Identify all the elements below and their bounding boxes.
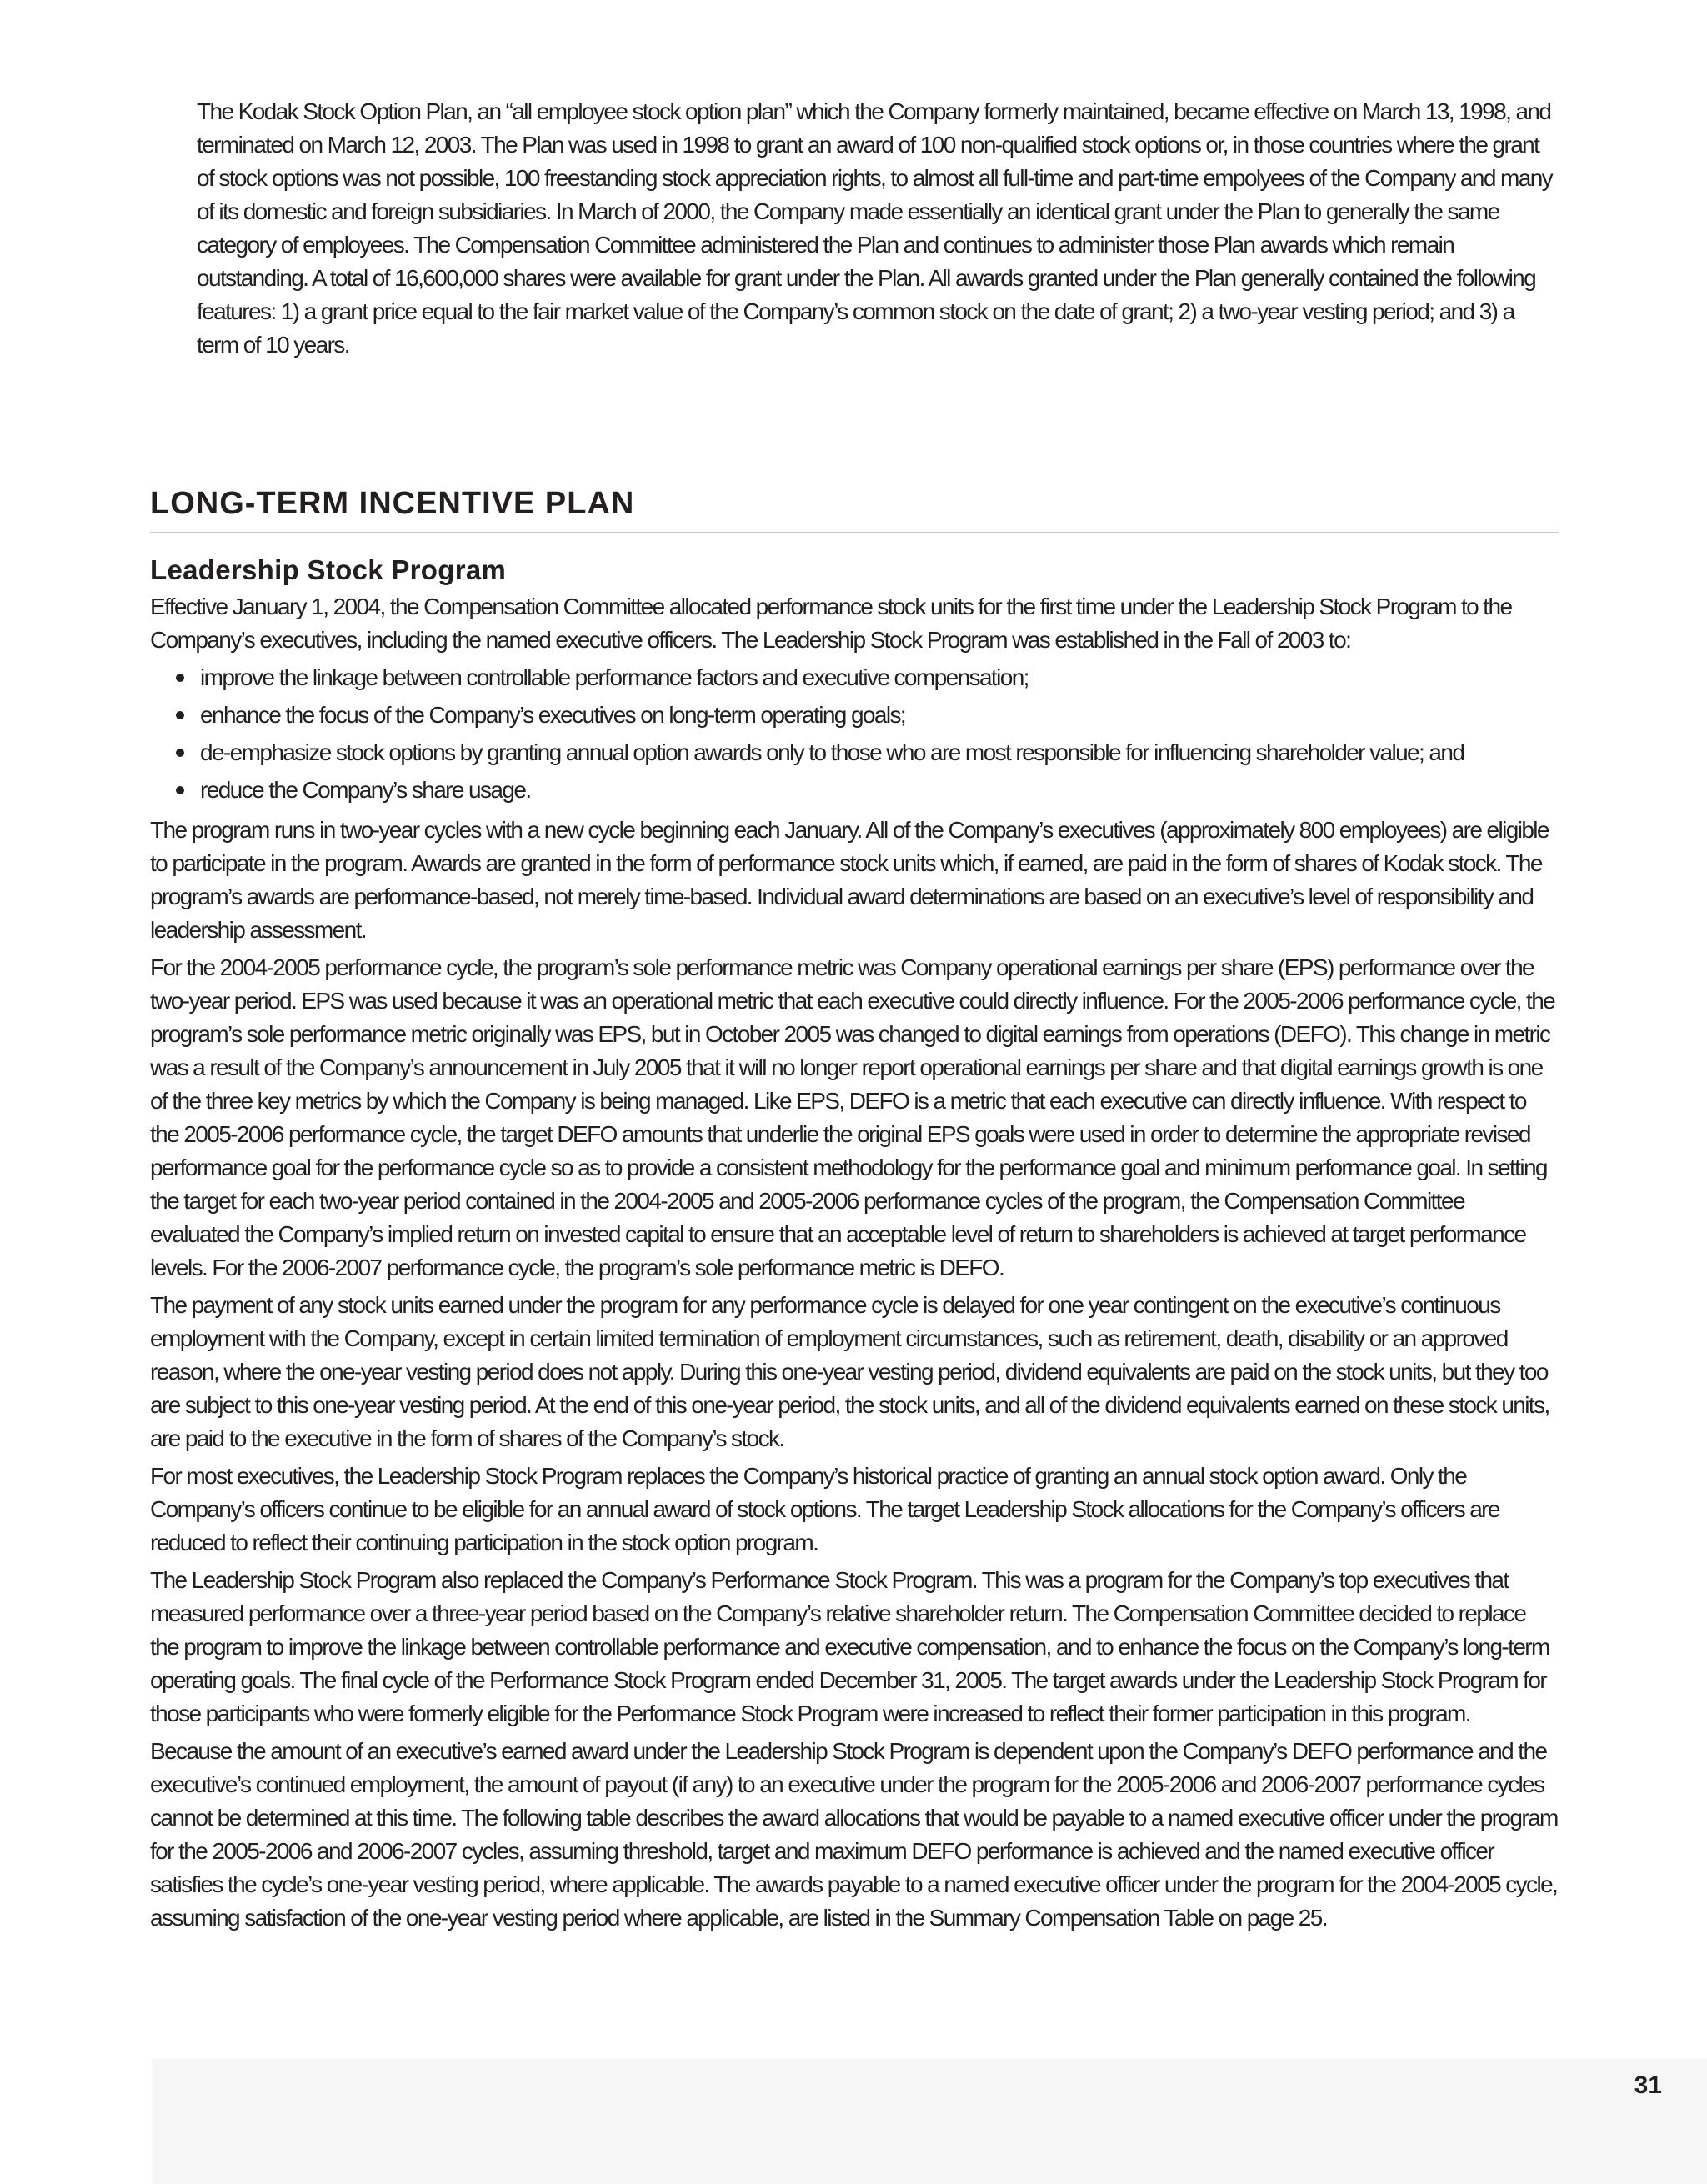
long-term-incentive-plan-section [150, 483, 1559, 1939]
paragraph-performance-metric: For the 2004-2005 performance cycle, the program’s sole performance metric was Company operational earnings per share (EPS) performance over the two-year period. EPS was used because it was an operational metric that each executive could directly influence. For the 2005-2006 performance cycle, the program’s sole performance metric originally was EPS, but in October 2005 was changed to digital earnings from operations (DEFO). This change in metric was a result of the Company’s announcement in July 2005 that it will no longer report operational earnings per share and that digital earnings growth is one of the three key metrics by which the Company is being managed. Like EPS, DEFO is a metric that each executive can directly influence. With respect to the 2005-2006 performance cycle, the target DEFO amounts that underlie the original EPS goals were used in order to determine the appropriate revised performance goal for the performance cycle so as to provide a consistent methodology for the performance goal and minimum performance goal. In setting the target for each two-year period contained in the 2004-2005 and 2005-2006 performance cycles of the program, the Compensation Committee evaluated the Company’s implied return on invested capital to ensure that an acceptable level of return to shareholders is achieved at target performance levels. For the 2006-2007 performance cycle, the program’s sole performance metric is DEFO. [150, 954, 1555, 1280]
intro-paragraph: The Kodak Stock Option Plan, an “all employee stock option plan” which the Company formerly maintained, became effective on March 13, 1998, and terminated on March 12, 2003. The Plan was used in 1998 to grant an award of 100 non-qualified stock options or, in those countries where the grant of stock options was not possible, 100 freestanding stock appreciation rights, to almost all full-time and part-time empolyees of the Company and many of its domestic and foreign subsidiaries. In March of 2000, the Company made essentially an identical grant under the Plan to generally the same category of employees. The Compensation Committee administered the Plan and continues to administer those Plan awards which remain outstanding. A total of 16,600,000 shares were available for grant under the Plan. All awards granted under the Plan generally contained the following features: 1) a grant price equal to the fair market value of the Company’s common stock on the date of grant; 2) a two-year vesting period; and 3) a term of 10 years. [197, 98, 1553, 358]
paragraph-program-cycles: The program runs in two-year cycles with a new cycle beginning each January. All of the Company’s executives (approximately 800 employees) are eligible to participate in the program. Awards are granted in the form of performance stock units which, if earned, are paid in the form of shares of Kodak stock. The program’s awards are performance-based, not merely time-based. Individual award determinations are based on an executive’s level of responsibility and leadership assessment. [150, 817, 1549, 943]
goals-list [150, 661, 1559, 807]
bullet-icon [176, 786, 184, 794]
list-item [150, 774, 1559, 807]
list-item [150, 661, 1559, 694]
lead-paragraph: Effective January 1, 2004, the Compensation Committee allocated performance stock units for the first time under the Leadership Stock Program to the Company’s executives, including the named executive officers. The Leadership Stock Program was established in the Fall of 2003 to: [150, 594, 1512, 653]
paragraph-award-allocations: Because the amount of an executive’s earned award under the Leadership Stock Program is dependent upon the Company’s DEFO performance and the executive’s continued employment, the amount of payout (if any) to an executive under the program for the 2005-2006 and 2006-2007 performance cycles cannot be determined at this time. The following table describes the award allocations that would be payable to a named executive officer under the program for the 2005-2006 and 2006-2007 cycles, assuming threshold, target and maximum DEFO performance is achieved and the named executive officer satisfies the cycle’s one-year vesting period, where applicable. The awards payable to a named executive officer under the program for the 2004-2005 cycle, assuming satisfaction of the one-year vesting period where applicable, are listed in the Summary Compensation Table on page 25. [150, 1738, 1558, 1931]
bullet-icon [176, 674, 184, 682]
list-item-text: improve the linkage between controllable performance factors and executive compensation; [200, 664, 1029, 690]
paragraph-stock-option-replacement: For most executives, the Leadership Stock Program replaces the Company’s historical practice of granting an annual stock option award. Only the Company’s officers continue to be eligible for an annual award of stock options. The target Leadership Stock allocations for the Company’s officers are reduced to reflect their continuing participation in the stock option program. [150, 1463, 1499, 1555]
page-number: 31 [1634, 2071, 1662, 2099]
list-item-text: de-emphasize stock options by granting annual option awards only to those who are most responsible for influencing shareholder value; and [200, 739, 1464, 765]
paragraph-payment-vesting: The payment of any stock units earned under the program for any performance cycle is delayed for one year contingent on the executive’s continuous employment with the Company, except in certain limited termination of employment circumstances, such as retirement, death, disability or an approved reason, where the one-year vesting period does not apply. During this one-year vesting period, dividend equivalents are paid on the stock units, but they too are subject to this one-year vesting period. At the end of this one-year period, the stock units, and all of the dividend equivalents earned on these stock units, are paid to the executive in the form of shares of the Company’s stock. [150, 1292, 1549, 1451]
list-item [150, 699, 1559, 732]
bullet-icon [176, 749, 184, 757]
list-item-text: reduce the Company’s share usage. [200, 777, 531, 803]
footer-shade [152, 2059, 1707, 2184]
bullet-icon [176, 711, 184, 719]
paragraph-performance-stock-program: The Leadership Stock Program also replaced the Company’s Performance Stock Program. This was a program for the Company’s top executives that measured performance over a three-year period based on the Company’s relative shareholder return. The Compensation Committee decided to replace the program to improve the linkage between controllable performance and executive compensation, and to enhance the focus on the Company’s long-term operating goals. The final cycle of the Performance Stock Program ended December 31, 2005. The target awards under the Leadership Stock Program for those participants who were formerly eligible for the Performance Stock Program were increased to reflect their former participation in this program. [150, 1567, 1549, 1726]
section-heading: LONG-TERM INCENTIVE PLAN [150, 483, 1559, 533]
list-item [150, 736, 1559, 769]
sub-heading: Leadership Stock Program [150, 554, 507, 585]
list-item-text: enhance the focus of the Company’s executives on long-term operating goals; [200, 702, 906, 728]
